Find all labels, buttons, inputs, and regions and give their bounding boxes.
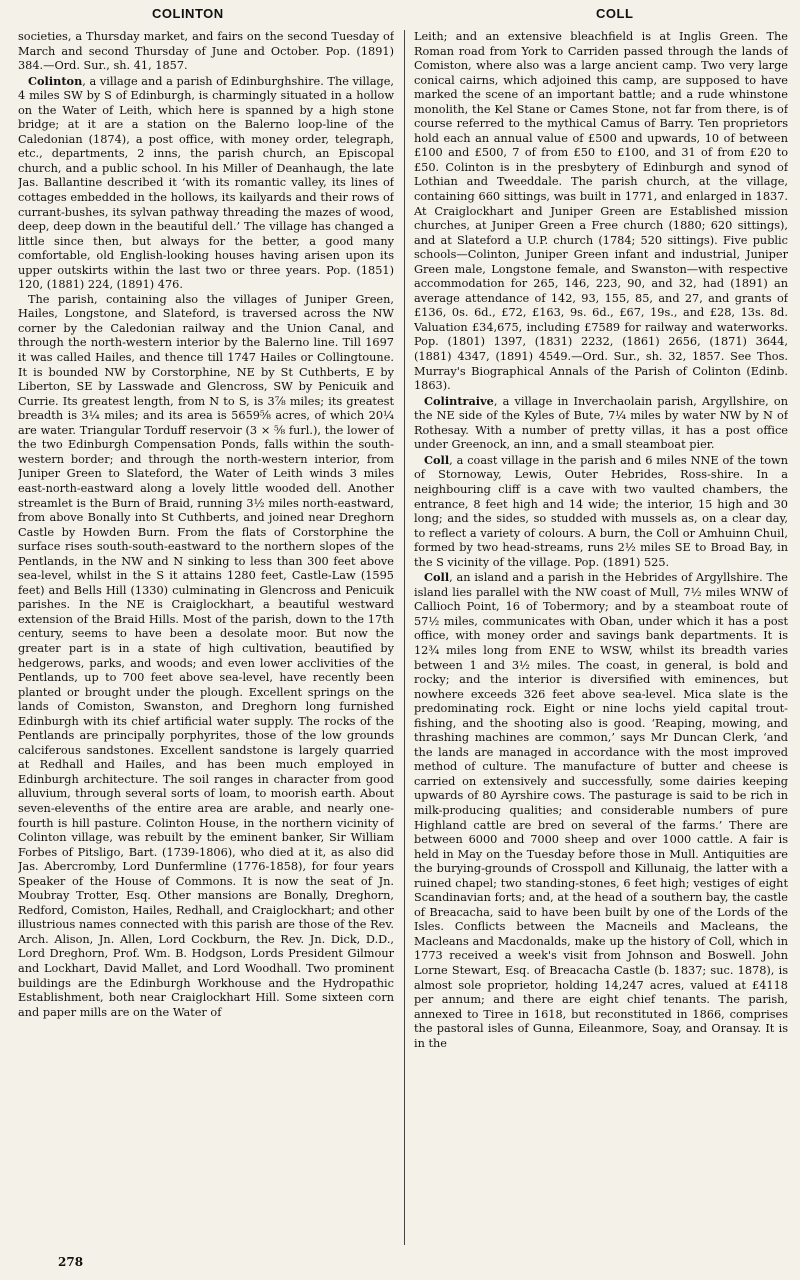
page-header bbox=[0, 4, 800, 26]
entry-colinton-parish: The parish, containing also the villages of Juniper Green, Hailes, Longstone, and Slateford, is traversed across the NW corner by the Caledonian railway and the Union Canal, and through the north-western interior by the Balerno line. Till 1697 it was called Hailes, and thence till 1747 Hailes or Collingtoune. It is bounded NW by Corstorphine, NE by St Cuthberts, E by Liberton, SE by Lasswade and Glencross, SW by Penicuik and Currie. Its greatest length, from N to S, is 3⅞ miles; its greatest breadth is 3¼ miles; and its area is 5659⅝ acres, of which 20¼ are water. Triangular Torduff reservoir (3 × ⅝ furl.), the lower of the two Edinburgh Compensation Ponds, falls within the south-western border; and through the north-western interior, from Juniper Green to Slateford, the Water of Leith winds 3 miles east-north-eastward along a lovely little wooded dell. Another streamlet is the Burn of Braid, running 3½ miles north-eastward, from above Bonally into St Cuthberts, and joined near Dreghorn Castle by Howden Burn. From the flats of Corstorphine the surface rises south-south-eastward to the northern slopes of the Pentlands, in the NW and N sinking to less than 300 feet above sea-level, whilst in the S it attains 1280 feet, Castle-Law (1595 feet) and Bells Hill (1330) culminating in Glencross and Penicuik parishes. In the NE is Craiglockhart, a beautiful westward extension of the Braid Hills. Most of the parish, down to the 17th century, seems to have been a desolate moor. But now the greater part is in a state of high cultivation, beautified by hedgerows, parks, and woods; and even lower acclivities of the Pentlands, up to 700 feet above sea-level, have recently been planted or brought under the plough. Excellent springs on the lands of Comiston, Swanston, and Dreghorn long furnished Edinburgh with its chief artificial water supply. The rocks of the Pentlands are principally porphyrites, those of the low grounds calciferous sandstones. Excellent sandstone is largely quarried at Redhall and Hailes, and has been much employed in Edinburgh architecture. The soil ranges in character from good alluvium, through several sorts of loam, to moorish earth. About seven-elevenths of the entire area are arable, and nearly one-fourth is hill pasture. Colinton House, in the northern vicinity of Colinton village, was rebuilt by the eminent banker, Sir William Forbes of Pitsligo, Bart. (1739-1806), who died at it, as also did Jas. Abercromby, Lord Dunfermline (1776-1858), for four years Speaker of the House of Commons. It is now the seat of Jn. Moubray Trotter, Esq. Other mansions are Bonally, Dreghorn, Redford, Comiston, Hailes, Redhall, and Craiglockhart; and other illustrious names connected with this parish are those of the Rev. Arch. Alison, Jn. Allen, Lord Cockburn, the Rev. Jn. Dick, D.D., Lord Dreghorn, Prof. Wm. B. Hodgson, Lords President Gilmour and Lockhart, David Mallet, and Lord Woodhall. Two prominent buildings are the Edinburgh Workhouse and the Hydropathic Establishment, both near Craiglockhart Hill. Some sixteen corn and paper mills are on the Water of bbox=[18, 292, 394, 1019]
left-column bbox=[18, 30, 394, 1252]
left-paragraph-continued: societies, a Thursday market, and fairs on the second Tuesday of March and second Thursday of June and October. Pop. (1891) 384.—Ord. Sur., sh. 41, 1857. bbox=[18, 30, 394, 73]
entry-text: , a coast village in the parish and 6 miles NNE of the town of Stornoway, Lewis, Outer Hebrides, Ross-shire. In a neighbouring cliff is a cave with two vaulted chambers, the entrance, 8 feet high and 14 wide; the interior, 15 high and 30 long; and the sides, so studded with mussels as, on a clear day, to reflect a variety of colours. A burn, the Coll or Amhuinn Chuil, formed by two head-streams, runs 2½ miles SE to Broad Bay, in the S vicinity of the village. Pop. (1891) 525. bbox=[414, 453, 788, 569]
entry-text: , a village and a parish of Edinburghshire. The village, 4 miles SW by S of Edinburgh, is charmingly situated in a hollow on the Water of Leith, which here is spanned by a high stone bridge; at it are a station on the Balerno loop-line of the Caledonian (1874), a post office, with money order, telegraph, etc., departments, 2 inns, the parish church, an Episcopal church, and a public school. In his Miller of Deanhaugh, the late Jas. Ballantine described it ‘with its romantic valley, its lines of cottages embedded in the hollows, its kailyards and their rows of currant-bushes, its sylvan pathway threading the mazes of wood, deep, deep down in the beautiful dell.’ The village has changed a little since then, but always for the better, a good many comfortable, old English-looking houses having arisen upon its upper outskirts within the last two or three years. Pop. (1851) 120, (1881) 224, (1891) 476. bbox=[18, 74, 394, 292]
page-number: 278 bbox=[58, 1255, 84, 1269]
entry-heading: Colinton bbox=[28, 73, 83, 88]
running-head-left: COLINTON bbox=[152, 6, 224, 21]
right-paragraph-continued: Leith; and an extensive bleachfield is at Inglis Green. The Roman road from York to Carriden passed through the lands of Comiston, where also was a large ancient camp. Two very large conical cairns, which adjoined this camp, are supposed to have marked the scene of an important battle; and a rude whinstone monolith, the Kel Stane or Cames Stone, not far from there, is of course referred to the mythical Camus of Barry. Ten proprietors hold each an annual value of £500 and upwards, 10 of between £100 and £500, 7 of from £50 to £100, and 31 of from £20 to £50. Colinton is in the presbytery of Edinburgh and synod of Lothian and Tweeddale. The parish church, at the village, containing 660 sittings, was built in 1771, and enlarged in 1837. At Craiglockhart and Juniper Green are Established mission churches, at Juniper Green a Free church (1880; 620 sittings), and at Slateford a U.P. church (1784; 520 sittings). Five public schools—Colinton, Juniper Green infant and industrial, Juniper Green male, Longstone female, and Swanston—with respective accommodation for 265, 146, 223, 90, and 32, had (1891) an average attendance of 142, 93, 155, 85, and 27, and grants of £136, 0s. 6d., £72, £163, 9s. 6d., £67, 19s., and £28, 13s. 8d. Valuation £34,675, including £7589 for railway and waterworks. Pop. (1801) 1397, (1831) 2232, (1861) 2656, (1871) 3644, (1881) 4347, (1891) 4549.—Ord. Sur., sh. 32, 1857. See Thos. Murray's Biographical Annals of the Parish of Colinton (Edinb. 1863). bbox=[414, 30, 788, 393]
entry-text: , a village in Inverchaolain parish, Argyllshire, on the NE side of the Kyles of Bute, 7¼ miles by water NW by N of Rothesay. With a number of pretty villas, it has a post office under Greenock, an inn, and a small steamboat pier. bbox=[414, 394, 788, 452]
entry-heading: Coll bbox=[424, 570, 450, 585]
column-divider bbox=[404, 30, 405, 1245]
entry-colintraive bbox=[414, 394, 788, 453]
entry-text: , an island and a parish in the Hebrides of Argyllshire. The island lies parallel with the NW coast of Mull, 7½ miles WNW of Callioch Point, 16 of Tobermory; and by a steamboat route of 57½ miles, communicates with Oban, under which it has a post office, with money order and savings bank departments. It is 12¾ miles long from ENE to WSW, whilst its breadth varies between 1 and 3½ miles. The coast, in general, is bold and rocky; and the interior is diversified with eminences, but nowhere exceeds 326 feet above sea-level. Mica slate is the predominating rock. Eight or nine lochs yield capital trout-fishing, and the shooting also is good. ‘Reaping, mowing, and thrashing machines are common,’ says Mr Duncan Clerk, ‘and the lands are managed in accordance with the most improved method of culture. The manufacture of butter and cheese is carried on extensively and successfully, some dairies keeping upwards of 80 Ayrshire cows. The pasturage is said to be rich in milk-producing qualities; and considerable numbers of pure Highland cattle are bred on several of the farms.’ There are between 6000 and 7000 sheep and over 1000 cattle. A fair is held in May on the Tuesday before those in Mull. Antiquities are the burying-grounds of Crosspoll and Killunaig, the latter with a ruined chapel; two standing-stones, 6 feet high; vestiges of eight Scandinavian forts; and, at the head of a southern bay, the castle of Breacacha, said to have been built by one of the Lords of the Isles. Conflicts between the Macneils and Macleans, the Macleans and Macdonalds, make up the history of Coll, which in 1773 received a week's visit from Johnson and Boswell. John Lorne Stewart, Esq. of Breacacha Castle (b. 1837; suc. 1878), is almost sole proprietor, holding 14,247 acres, valued at £4118 per annum; and there are eight chief tenants. The parish, annexed to Tiree in 1618, but reconstituted in 1866, comprises the pastoral isles of Gunna, Eileanmore, Soay, and Oransay. It is in the bbox=[414, 571, 788, 1050]
entry-coll-island bbox=[414, 570, 788, 1051]
running-head-right: COLL bbox=[596, 6, 634, 21]
entry-heading: Coll bbox=[424, 452, 450, 467]
entry-colinton bbox=[18, 74, 394, 293]
right-column bbox=[414, 30, 788, 1252]
entry-heading: Colintraive bbox=[424, 393, 494, 408]
entry-coll-village bbox=[414, 453, 788, 570]
